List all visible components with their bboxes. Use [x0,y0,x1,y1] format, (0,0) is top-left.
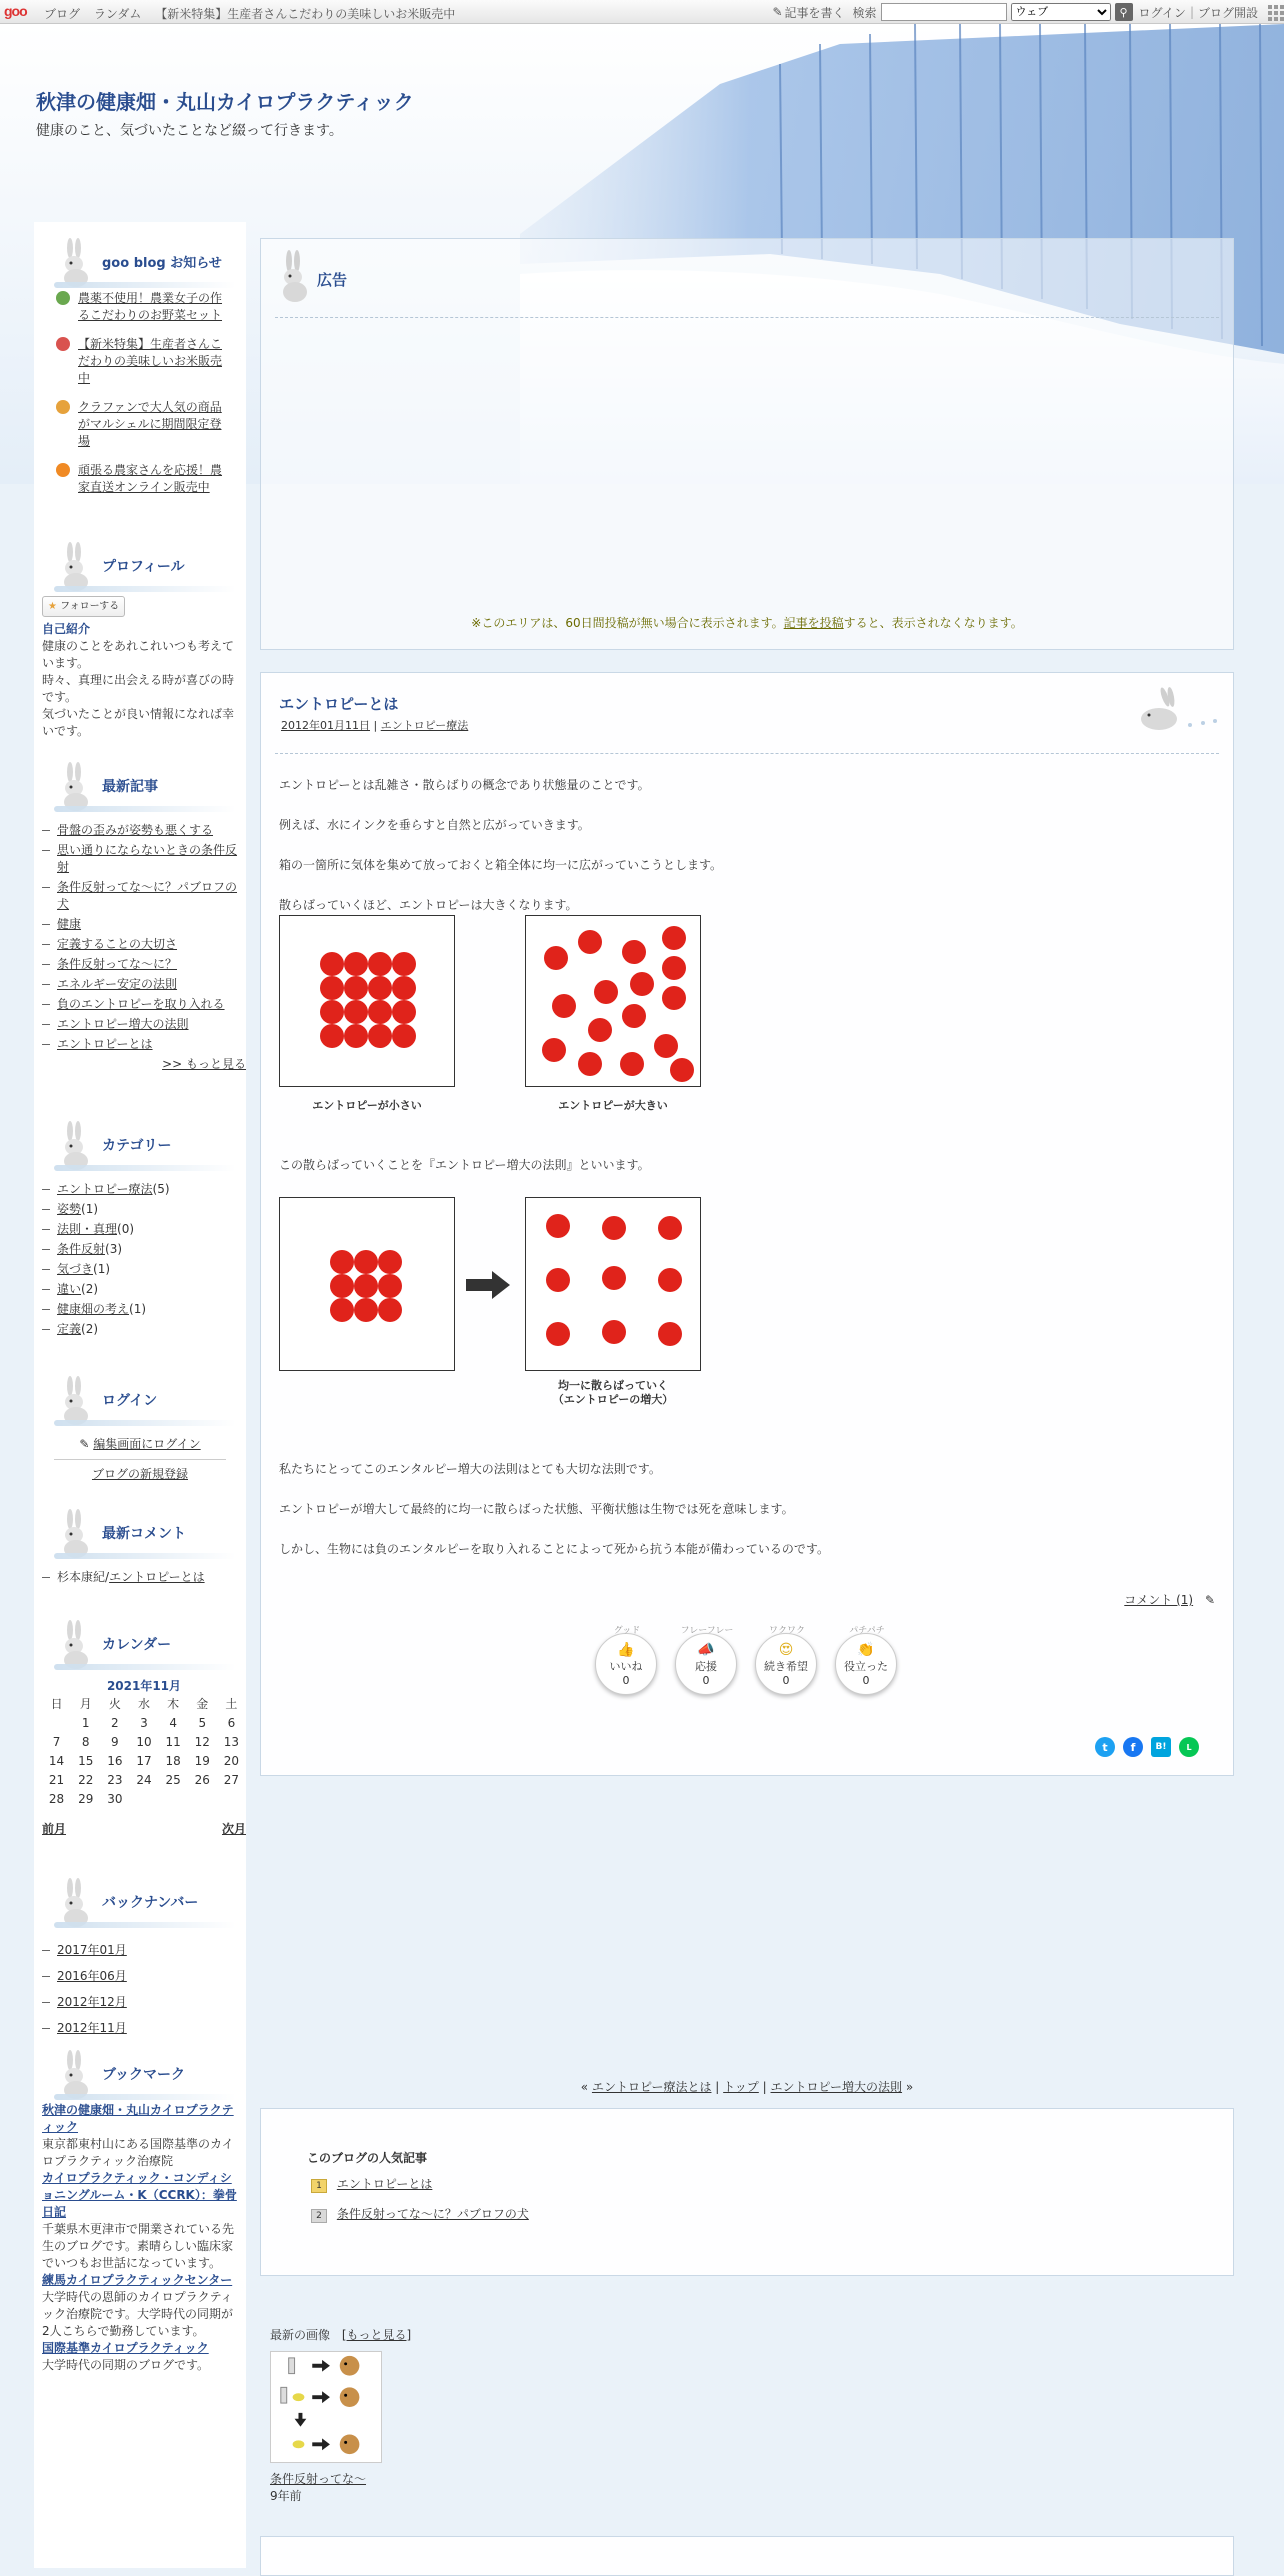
latest-images-label: 最新の画像 [270,2328,331,2342]
large-entropy-frame [525,915,701,1087]
post-category-link[interactable]: エントロピー療法 [380,719,469,732]
post-paragraph: 箱の一箇所に気体を集めて放っておくと箱全体に均一に広がっていこうとします。 [279,858,723,872]
dispersed-frame [525,1197,701,1371]
calendar-day: 3 [140,1716,148,1730]
category-item[interactable]: 健康畑の考え(1) [42,1301,226,1318]
rabbit-icon [56,762,96,812]
calendar-day: 25 [165,1773,181,1787]
pencil-icon: ✎ [1204,1593,1215,1607]
profile-body [34,594,246,740]
music-note-icon [56,337,70,351]
popular-title: このブログの人気記事 [307,2151,428,2165]
red-dot [330,1274,354,1298]
red-dot [670,1058,694,1082]
calendar-day [188,1790,217,1809]
category-item[interactable]: 条件反射(3) [42,1241,226,1258]
bookmark-desc: 大学時代の同期のブログです。 [42,2358,210,2372]
weekday: 日 [50,1697,63,1711]
bookmark-desc: 東京都東村山にある国際基準のカイロプラクティック治療院 [42,2137,234,2168]
calendar-day [129,1790,158,1809]
red-dot [344,952,368,976]
post-paragraph: しかし、生物には負のエンタルピーを取り入れることによって死から抗う本能が備わっているのです。 [279,1542,829,1556]
small-entropy-frame [279,915,455,1087]
red-dot [392,1000,416,1024]
reaction-want-more-button[interactable]: ワクワク 😍 続き希望 0 [755,1623,819,1695]
category-list [34,1181,246,1338]
login-link[interactable]: ログイン [1138,5,1186,20]
recent-item[interactable]: 条件反射ってな～に？ [42,956,246,973]
recent-item[interactable]: 思い通りにならないときの条件反射 [42,842,246,876]
info-item[interactable]: 頑張る農家さんを応援！農家直送オンライン販売中 [54,462,226,496]
red-dot [602,1266,626,1290]
bookmark-desc: 大学時代の恩師のカイロプラクティック治療院です。大学時代の同期が2人こちらで勤務しています。 [42,2290,234,2338]
post-meta: 2012年01月11日 | エントロピー療法 [281,719,469,732]
pavlov-dog-thumbnail[interactable] [270,2351,382,2463]
red-dot [662,956,686,980]
red-dot [378,1298,402,1322]
arrow-right-icon [466,1271,512,1299]
bookmark-link[interactable]: 国際基準カイロプラクティック [42,2341,209,2355]
red-dot [552,994,576,1018]
calendar-day: 18 [165,1754,181,1768]
flower-icon [56,463,70,477]
clap-icon: 👏 [857,1641,875,1658]
category-item[interactable]: 姿勢(1) [42,1201,226,1218]
open-blog-link[interactable]: ブログ開設 [1197,5,1258,20]
profile-widget-title [34,534,246,594]
calendar-day: 9 [111,1735,119,1749]
red-dot [344,976,368,1000]
post-paragraph: 例えば、水にインクを垂らすと自然と広がっていきます。 [279,818,590,832]
latest-images [270,2326,570,2504]
category-item[interactable]: 気づき(1) [42,1261,226,1278]
red-dot [392,1024,416,1048]
category-item[interactable]: 違い(2) [42,1281,226,1298]
red-dot [546,1214,570,1238]
prev-month-link[interactable]: 前月 [42,1822,67,1836]
rabbit-icon [56,1121,96,1171]
hatena-bookmark-share-icon[interactable]: B! [1151,1737,1171,1757]
prev-post-link[interactable]: エントロピー療法とは [591,2080,712,2094]
category-item[interactable]: 法則・真理(0) [42,1221,226,1238]
recent-widget-title [34,754,246,814]
nav-random[interactable]: ランダム [93,7,142,21]
red-dot [330,1298,354,1322]
red-dot [662,986,686,1010]
recent-item[interactable]: エントロピーとは [42,1036,246,1053]
reaction-helpful-button[interactable]: パチパチ 👏 役立った 0 [835,1623,899,1695]
sidebar [34,222,246,2568]
weekday: 金 [196,1697,209,1711]
backnumber-list [34,1942,246,2035]
calendar-day [42,1714,71,1733]
post-article-link[interactable]: 記事を投稿 [783,616,844,630]
calendar-day: 16 [107,1754,123,1768]
red-dot [368,952,392,976]
calendar-day: 7 [52,1735,61,1749]
search-label: 検索 [852,5,877,20]
post-box [260,672,1234,1776]
leaf-icon [56,291,70,305]
apps-grid-icon[interactable] [1266,3,1284,21]
category-widget-title [34,1113,246,1173]
recent-more-link[interactable]: >> もっと見る [162,1057,246,1071]
red-dot [594,980,618,1004]
recent-item[interactable]: エントロピー増大の法則 [42,1016,246,1033]
calendar-day: 1 [81,1716,90,1730]
weekday: 土 [225,1697,238,1711]
post-pager: « エントロピー療法とは | トップ | エントロピー増大の法則 » [580,2080,914,2094]
comment-area [1124,1591,1215,1608]
calendar-day: 8 [81,1735,90,1749]
red-dot [354,1274,378,1298]
calendar-day: 19 [194,1754,210,1768]
red-dot [378,1250,402,1274]
red-dot [622,940,646,964]
reaction-cheer-button[interactable]: フレーフレー 📣 応援 0 [675,1623,739,1695]
calendar-day: 15 [78,1754,94,1768]
image-caption-link[interactable]: 条件反射ってな～ [270,2472,367,2486]
backnumber-item[interactable]: 2012年11月 [42,2020,226,2037]
comment-item: 杉本康紀/エントロピーとは [42,1569,226,1586]
red-dot [320,976,344,1000]
twitter-share-icon[interactable]: t [1095,1737,1115,1757]
profile-title: プロフィール [102,559,185,575]
bookmark-link[interactable]: カイロプラクティック・コンディショニングルーム・K（CCRK）：拳骨日記 [42,2171,237,2219]
calendar-month: 2021年11月 [106,1679,182,1693]
calendar-day: 6 [227,1716,236,1730]
calendar-day [217,1790,246,1809]
recent-item[interactable]: 骨盤の歪みが姿勢も悪くする [42,822,246,839]
red-dot [544,946,568,970]
bookmark-widget-title [34,2042,246,2102]
bookmark-link[interactable]: 秋津の健康畑・丸山カイロプラクティック [42,2103,234,2134]
rank-1-icon: 1 [311,2179,327,2193]
weekday: 火 [108,1697,121,1711]
backnumber-item[interactable]: 2016年06月 [42,1968,226,1985]
next-section-box [260,2536,1234,2576]
popular-articles-box [260,2108,1234,2276]
thumbs-up-icon: 👍 [617,1641,635,1658]
category-item[interactable]: エントロピー療法(5) [42,1181,226,1198]
post-paragraph: 私たちにとってこのエンタルピー増大の法則はとても大切な法則です。 [279,1462,661,1476]
red-dot [658,1216,682,1240]
top-nav [44,5,465,22]
pencil-icon: ✎ [79,1437,90,1451]
search-icon: ⚲ [1119,5,1128,19]
bookmark-list [22,2102,246,2374]
write-post-link[interactable]: 記事を書く [784,5,845,20]
edit-login-link[interactable]: 編集画面にログイン [93,1437,201,1451]
reaction-buttons [595,1623,895,1703]
category-title: カテゴリー [102,1138,172,1154]
post-paragraph: エントロピーとは乱雑さ・散らばりの概念であり状態量のことです。 [279,778,650,792]
recent-item[interactable]: 負のエントロピーを取り入れる [42,996,246,1013]
post-paragraph: 散らばっていくほど、エントロピーは大きくなります。 [279,898,578,912]
search-scope-select[interactable] [1011,3,1111,21]
calendar-day: 2 [111,1716,119,1730]
backnumber-widget-title [34,1870,246,1930]
weekday: 木 [167,1697,180,1711]
bookmark-title: ブックマーク [102,2067,186,2083]
red-dot [658,1322,682,1346]
line-share-icon[interactable]: L [1179,1737,1199,1757]
search-input[interactable] [881,3,1007,21]
intro-text: 健康のことをあれこれいつも考えています。 時々、真理に出会える時が喜びの時です。 気づいたことが良い情報になれば幸いです。 [42,639,235,738]
calendar-day: 20 [223,1754,240,1768]
category-item[interactable]: 定義(2) [42,1321,226,1338]
red-dot [320,1024,344,1048]
comment-post-link[interactable]: エントロピーとは [109,1570,205,1584]
face-icon [56,400,70,414]
red-dot [320,1000,344,1024]
goo-logo[interactable]: goo [4,3,27,19]
red-dot [546,1322,570,1346]
red-dot [578,930,602,954]
bookmark-desc: 千葉県木更津市で開業されている先生のブログです。素晴らしい臨床家でいつもお世話になっています。 [42,2222,235,2270]
calendar-day: 5 [198,1716,207,1730]
recent-item[interactable]: エネルギー安定の法則 [42,976,246,993]
red-dot [658,1268,682,1292]
info-title: goo blog お知らせ [102,256,222,271]
red-dot [368,1024,392,1048]
red-dot [368,976,392,1000]
ad-notice: ※このエリアは、60日間投稿が無い場合に表示されます。記事を投稿すると、表示されなくなります。 [471,616,1023,630]
calendar-day: 13 [223,1735,240,1749]
calendar-day: 23 [107,1773,123,1787]
info-item[interactable]: クラファンで大人気の商品がマルシェルに期間限定登場 [54,399,226,450]
rabbit-icon [56,1376,96,1426]
pencil-icon: ✎ [772,5,783,19]
red-dot [344,1024,368,1048]
calendar-day: 4 [169,1716,177,1730]
calendar-day: 28 [48,1792,65,1806]
calendar-day: 10 [136,1735,152,1749]
calendar-day: 11 [165,1735,181,1749]
top-bar-right: ✎ 記事を書く 検索 ウェブ ⚲ ログイン | ブログ開設 [772,2,1284,22]
rabbit-icon [56,1620,96,1670]
reaction-like-button[interactable]: グッド 👍 いいね 0 [595,1623,659,1695]
megaphone-icon: 📣 [697,1641,715,1658]
post-paragraph: エントロピーが増大して最終的に均一に散らばった状態、平衡状態は生物では死を意味します。 [279,1502,794,1516]
red-dot [542,1038,566,1062]
facebook-share-icon[interactable]: f [1123,1737,1143,1757]
rabbit-icon [1135,687,1225,733]
comments-widget-title [34,1501,246,1561]
login-title: ログイン [102,1393,158,1409]
red-dot [354,1250,378,1274]
calendar-table [42,1695,246,1809]
caption-small-entropy: エントロピーが小さい [312,1099,422,1112]
login-widget-title [34,1368,246,1428]
concentrated-frame [279,1197,455,1371]
recent-list [34,822,246,1073]
recent-title: 最新記事 [102,779,158,795]
rabbit-icon [56,1878,96,1928]
red-dot [620,1052,644,1076]
blog-description: 健康のこと、気づいたことなど綴って行きます。 [36,123,343,139]
comments-list [34,1569,246,1586]
login-body [34,1436,246,1483]
rank-2-icon: 2 [311,2209,327,2223]
ad-box [260,238,1234,650]
popular-item[interactable]: 2 条件反射ってな～に？パブロフの犬 [311,2205,529,2223]
popular-item[interactable]: 1 エントロピーとは [311,2175,432,2193]
red-dot [602,1216,626,1240]
next-post-link[interactable]: エントロピー増大の法則 [770,2080,903,2094]
calendar-day [159,1790,188,1809]
red-dot [344,1000,368,1024]
red-dot [368,1000,392,1024]
red-dot [578,1052,602,1076]
post-paragraph: この散らばっていくことを『エントロピー増大の法則』といいます。 [279,1158,650,1172]
backnumber-item[interactable]: 2012年12月 [42,1994,226,2011]
nav-blog[interactable]: ブログ [44,7,81,21]
recent-item[interactable]: 健康 [42,916,246,933]
rabbit-icon [56,2050,96,2100]
red-dot [630,972,654,996]
nav-promo[interactable]: 【新米特集】生産者さんこだわりの美味しいお米販売中 [155,7,456,21]
calendar-widget-title [34,1612,246,1672]
red-dot [392,976,416,1000]
post-date-link[interactable]: 2012年01月11日 [281,719,370,732]
calendar-day: 21 [48,1773,65,1787]
red-dot [622,1004,646,1028]
calendar-day: 30 [107,1792,123,1806]
calendar-day: 14 [48,1754,65,1768]
info-item[interactable]: 農薬不使用！農業女子の作るこだわりのお野菜セット [54,290,226,324]
caption-dispersed: 均一に散らばっていく （エントロピーの増大） [552,1379,674,1406]
red-dot [378,1274,402,1298]
comment-link[interactable]: コメント (1) [1124,1593,1194,1607]
follow-button[interactable]: ★ フォローする [42,596,125,617]
recent-item[interactable]: 条件反射ってな～に？パブロフの犬 [42,879,246,913]
recent-item[interactable]: 定義することの大切さ [42,936,246,953]
top-link[interactable]: トップ [723,2080,759,2094]
calendar-day: 22 [78,1773,94,1787]
red-dot [392,952,416,976]
calendar-title: カレンダー [102,1637,172,1653]
rabbit-icon [275,249,315,303]
bookmark-link[interactable]: 練馬カイロプラクティックセンター [42,2273,233,2287]
red-dot [330,1250,354,1274]
weekday: 水 [137,1697,150,1711]
calendar-day: 17 [136,1754,152,1768]
calendar [22,1678,246,1838]
red-dot [320,952,344,976]
calendar-day: 27 [223,1773,240,1787]
image-age: 9年前 [270,2489,302,2503]
star-icon: ★ [48,601,57,612]
calendar-day: 12 [194,1735,210,1749]
intro-heading: 自己紹介 [42,622,91,636]
red-dot [354,1298,378,1322]
comments-title: 最新コメント [102,1526,186,1542]
ad-title: 広告 [317,271,348,289]
rabbit-icon [56,1509,96,1559]
backnumber-item[interactable]: 2017年01月 [42,1942,226,1959]
red-dot [546,1268,570,1292]
red-dot [662,926,686,950]
info-widget-title [34,230,246,290]
red-dot [588,1018,612,1042]
goo-top-bar [0,0,1284,24]
weekday: 月 [79,1697,92,1711]
info-list [34,290,246,496]
rabbit-icon [56,238,96,288]
next-month-link[interactable]: 次月 [221,1822,246,1836]
post-title[interactable]: エントロピーとは [279,695,399,713]
backnumber-title: バックナンバー [102,1895,199,1911]
rabbit-icon [56,542,96,592]
red-dot [602,1320,626,1344]
info-item[interactable]: 【新米特集】生産者さんこだわりの美味しいお米販売中 [54,336,226,387]
heart-eyes-icon: 😍 [778,1641,794,1658]
register-link[interactable]: ブログの新規登録 [91,1467,188,1481]
images-more-link[interactable]: [もっと見る] [341,2328,412,2342]
calendar-day: 26 [194,1773,210,1787]
caption-large-entropy: エントロピーが大きい [558,1099,668,1112]
blog-title[interactable]: 秋津の健康畑・丸山カイロプラクティック [36,90,414,114]
search-button[interactable] [1115,3,1133,21]
calendar-day: 29 [78,1792,94,1806]
calendar-day: 24 [136,1773,152,1787]
red-dot [654,1034,678,1058]
